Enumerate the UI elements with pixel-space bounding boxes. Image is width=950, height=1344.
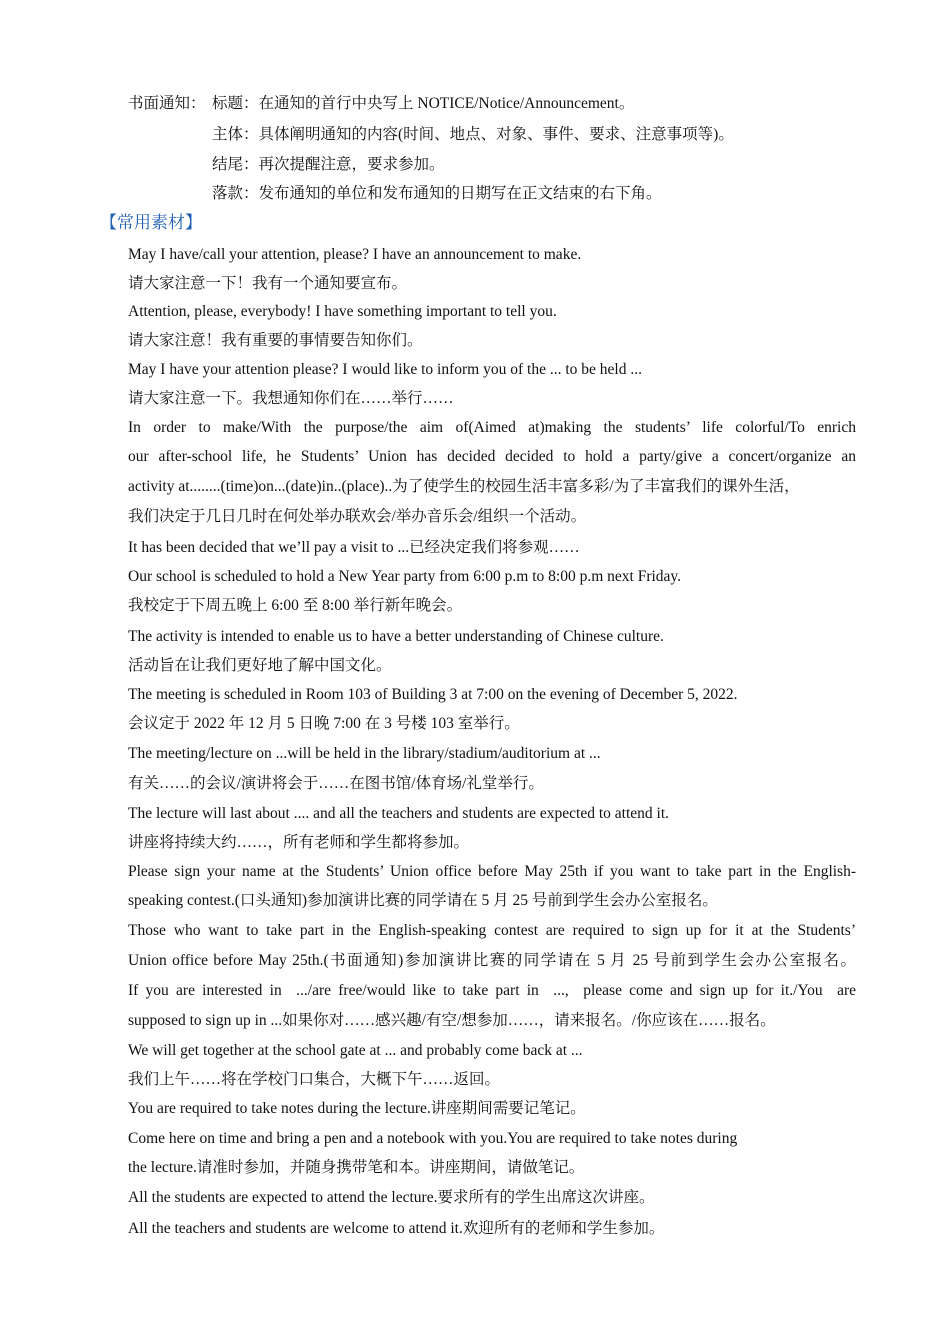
text-line: The activity is intended to enable us to have a better understanding of Chinese culture. [128,628,664,645]
intro-signature-line: 落款：发布通知的单位和发布通知的日期写在正文结束的右下角。 [212,185,662,202]
text-line: May I have your attention please? I would like to inform you of the ... to be held ... [128,361,642,378]
text-line: Those who want to take part in the English-speaking contest are required to sign up for it at the Students’ [128,922,856,939]
text-line: 我们上午……将在学校门口集合，大概下午……返回。 [128,1071,501,1088]
text-line: activity at........(time)on...(date)in..(place)..为了使学生的校园生活丰富多彩/为了丰富我们的课外生活， [128,478,800,495]
text-line: 我们决定于几日几时在何处举办联欢会/举办音乐会/组织一个活动。 [128,508,587,525]
text-line: Attention, please, everybody! I have something important to tell you. [128,303,557,320]
text-line: You are required to take notes during the lecture.讲座期间需要记笔记。 [128,1100,586,1117]
text-line: the lecture.请准时参加，并随身携带笔和本。讲座期间，请做笔记。 [128,1159,585,1176]
text-line: In order to make/With the purpose/the aim of(Aimed at)making the students’ life colorful/To enrich [128,419,856,436]
text-line: 我校定于下周五晚上 6:00 至 8:00 举行新年晚会。 [128,597,463,614]
text-line: It has been decided that we’ll pay a visit to ...已经决定我们将参观…… [128,539,580,556]
text-line: The meeting/lecture on ...will be held in the library/stadium/auditorium at ... [128,745,601,762]
text-line: Please sign your name at the Students’ Union office before May 25th if you want to take part in the English- [128,863,856,880]
text-line: We will get together at the school gate at ... and probably come back at ... [128,1042,583,1059]
text-line: 讲座将持续大约……，所有老师和学生都将参加。 [128,834,470,851]
text-line: Union office before May 25th.(书面通知)参加演讲比赛的同学请在 5 月 25 号前到学生会办公室报名。 [128,952,856,969]
text-line: 有关……的会议/演讲将会于……在图书馆/体育场/礼堂举行。 [128,775,544,792]
text-line: our after-school life, he Students’ Union has decided decided to hold a party/give a concert/organize an [128,448,856,465]
intro-title-line: 标题：在通知的首行中央写上 NOTICE/Notice/Announcement。 [212,95,635,112]
intro-body-line: 主体：具体阐明通知的内容(时间、地点、对象、事件、要求、注意事项等)。 [212,126,734,143]
text-line: Come here on time and bring a pen and a notebook with you.You are required to take notes during [128,1130,738,1147]
section-heading: 【常用素材】 [100,213,202,232]
intro-ending-line: 结尾：再次提醒注意，要求参加。 [212,156,445,173]
text-line: 请大家注意！我有重要的事情要告知你们。 [128,332,423,349]
text-line: 请大家注意一下。我想通知你们在……举行…… [128,390,454,407]
text-line: All the students are expected to attend the lecture.要求所有的学生出席这次讲座。 [128,1189,655,1206]
text-line: The lecture will last about .... and all the teachers and students are expected to attend it. [128,805,670,822]
text-line: If you are interested in ​ .../are free/would like to take part in ​ ..., ​ please come and sign up for it./You ​ are [128,982,856,999]
text-line: speaking contest.(口头通知)参加演讲比赛的同学请在 5 月 25 号前到学生会办公室报名。 [128,892,718,909]
text-line: supposed to sign up in ...如果你对……感兴趣/有空/想参加……，请来报名。/你应该在……报名。 [128,1012,776,1029]
text-line: The meeting is scheduled in Room 103 of Building 3 at 7:00 on the evening of December 5, 2022. [128,686,738,703]
intro-label: 书面通知： [128,95,206,112]
text-line: May I have/call your attention, please? I have an announcement to make. [128,246,582,263]
text-line: Our school is scheduled to hold a New Year party from 6:00 p.m to 8:00 p.m next Friday. [128,568,682,585]
text-line: 活动旨在让我们更好地了解中国文化。 [128,657,392,674]
text-line: 会议定于 2022 年 12 月 5 日晚 7:00 在 3 号楼 103 室举行。 [128,715,520,732]
text-line: All the teachers and students are welcome to attend it.欢迎所有的老师和学生参加。 [128,1220,665,1237]
text-line: 请大家注意一下！我有一个通知要宣布。 [128,275,408,292]
